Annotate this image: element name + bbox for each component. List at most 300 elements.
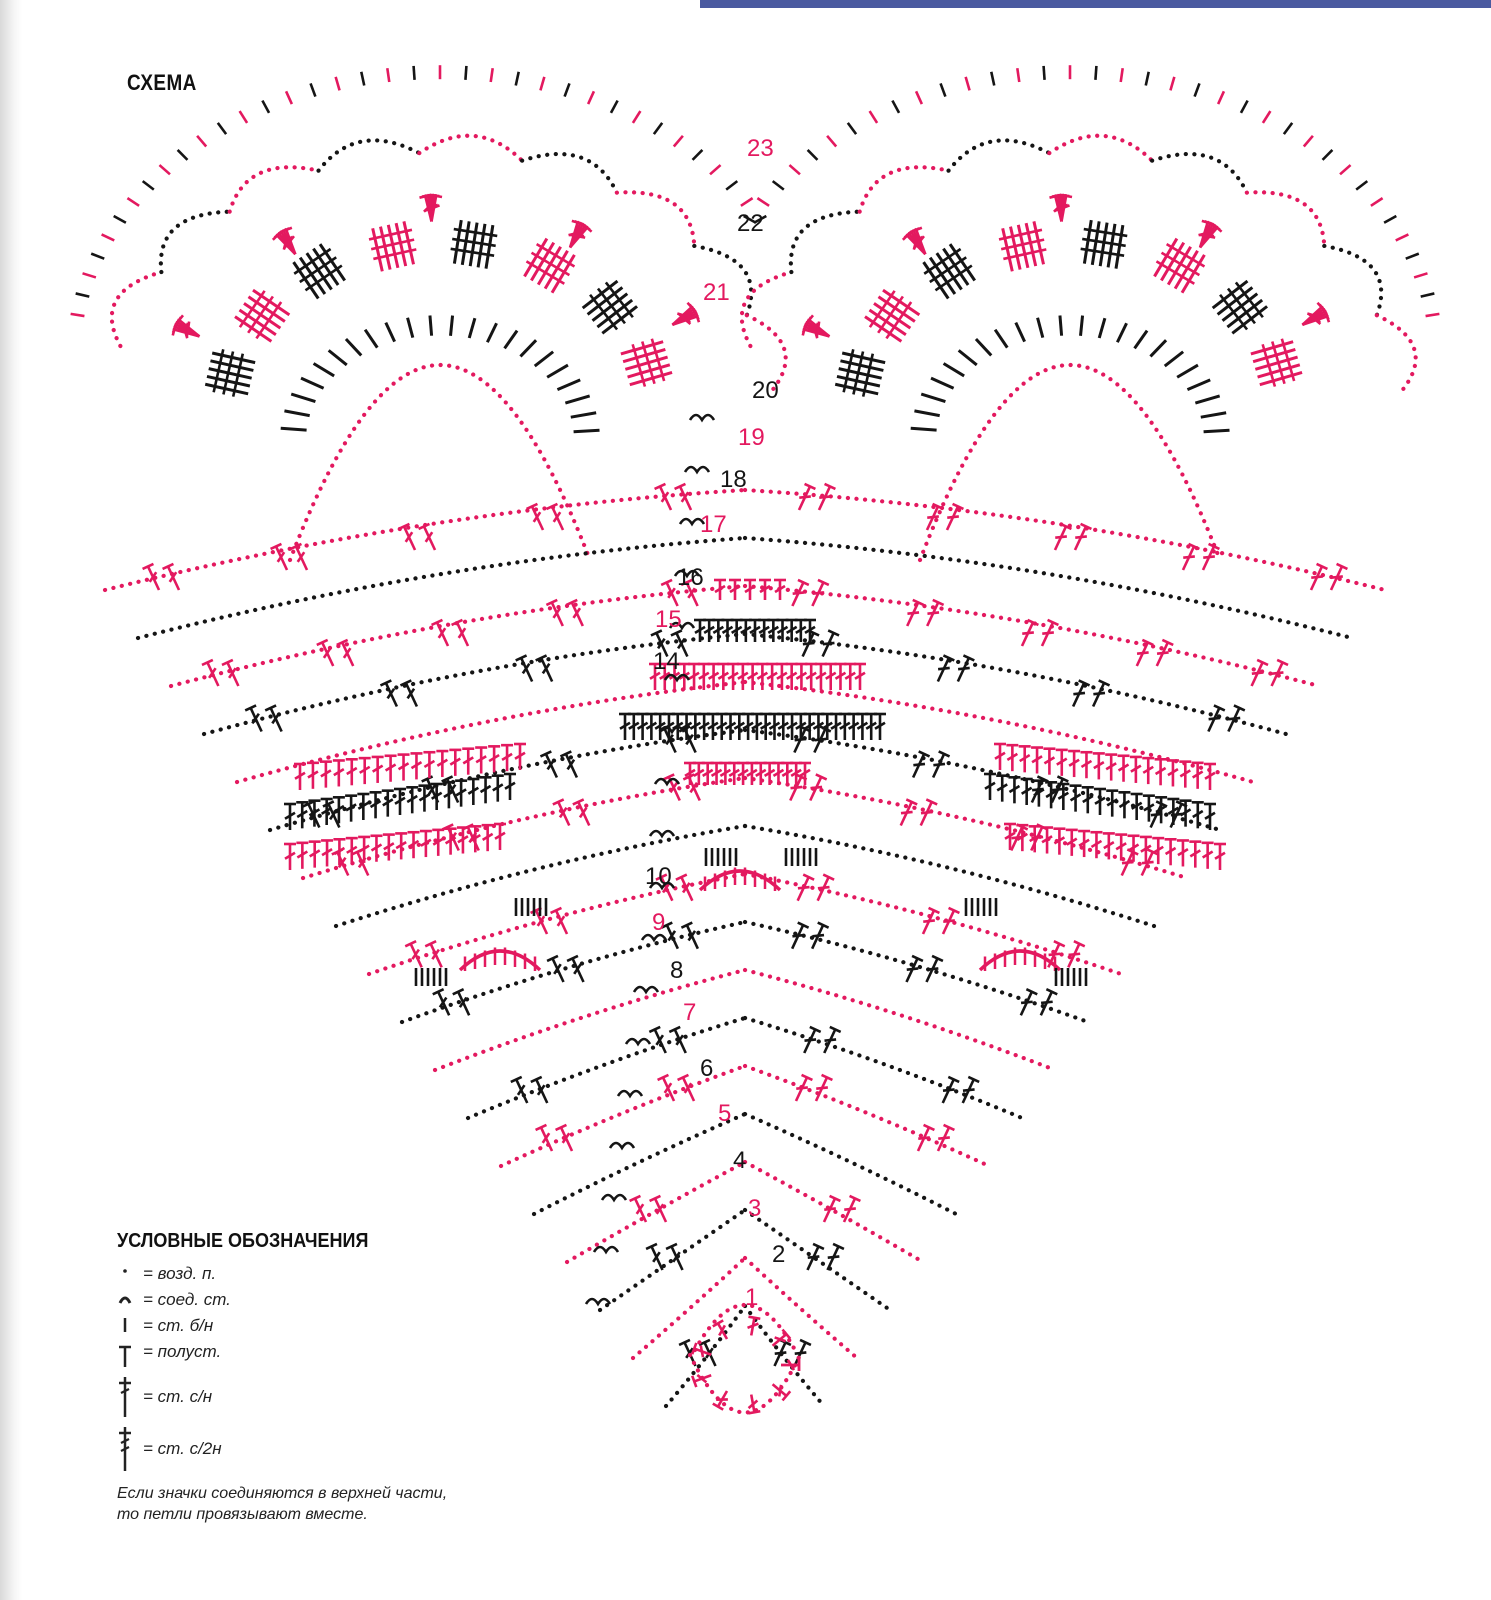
- stitch-symbol: [405, 941, 427, 970]
- slip-stitch-join: [634, 987, 658, 992]
- row-number-6: 6: [700, 1055, 714, 1082]
- row-number-10: 10: [645, 863, 672, 890]
- edge-picot: [127, 198, 139, 206]
- single-crochet-icon: [117, 1313, 141, 1339]
- edge-picot: [633, 111, 641, 123]
- edge-picot: [491, 68, 493, 82]
- stitch-symbol: [681, 923, 703, 952]
- edge-picot: [114, 216, 126, 223]
- stitch-symbol: [1019, 746, 1031, 772]
- stitch-symbol: [567, 956, 589, 985]
- stitch-symbol: [1021, 779, 1033, 805]
- stitch-symbol: [436, 751, 448, 777]
- stitch-symbol: [756, 664, 768, 690]
- stitch-symbol: [1031, 748, 1043, 774]
- inner-arc-stitch: [944, 364, 965, 376]
- stitch-symbol: [308, 801, 320, 827]
- stitch-symbol: [678, 1075, 700, 1104]
- stitch-symbol: [1037, 620, 1059, 649]
- inner-arc-stitch: [931, 378, 954, 388]
- edge-picot: [143, 181, 154, 189]
- shell-fan: [460, 951, 540, 970]
- stitch-symbol: [462, 749, 474, 775]
- stitch-symbol: [1078, 831, 1090, 857]
- stitch-symbol: [1029, 826, 1041, 852]
- edge-picot: [1414, 273, 1427, 277]
- row-number-4: 4: [733, 1147, 747, 1174]
- stitch-symbol: [694, 620, 706, 642]
- edge-picot: [1340, 165, 1351, 174]
- lobe-scallop: [1049, 136, 1152, 161]
- double-crochet-icon: [117, 1373, 141, 1425]
- stitch-symbol: [296, 843, 308, 869]
- stitch-symbol: [410, 753, 422, 779]
- body-chain-row: [666, 1306, 745, 1406]
- stitch-symbol: [844, 664, 856, 690]
- body-chain-row: [435, 970, 745, 1070]
- stitch-symbol: [291, 544, 313, 573]
- inner-arc-stitch: [1165, 352, 1183, 366]
- stitch-symbol: [1202, 843, 1214, 869]
- stitch-symbol: [688, 664, 700, 690]
- edge-picot: [336, 77, 340, 90]
- stitch-symbol: [717, 664, 729, 690]
- stitch-block: [619, 336, 674, 391]
- edge-picot: [1195, 83, 1200, 96]
- body-chain-row: [105, 490, 745, 590]
- inner-arc-stitch: [1195, 396, 1219, 403]
- edge-picot: [588, 91, 594, 104]
- stitch-symbol: [370, 836, 382, 862]
- edge-picot: [693, 150, 703, 160]
- stitch-symbol: [531, 1077, 553, 1106]
- edge-picot: [178, 150, 188, 160]
- stitch-symbol: [957, 1077, 979, 1106]
- stitch-symbol: [1050, 524, 1072, 553]
- stitch-block: [1209, 276, 1271, 338]
- row-number-22: 22: [737, 210, 764, 237]
- lobe-scallop: [949, 140, 1050, 170]
- body-chain-row: [745, 1306, 824, 1406]
- stitch-symbol: [815, 664, 827, 690]
- stitch-symbol: [812, 875, 834, 904]
- stitch-symbol: [795, 664, 807, 690]
- edge-picot: [1421, 293, 1435, 296]
- stitch-symbol: [755, 763, 767, 785]
- stitch-block: [579, 276, 641, 338]
- stitch-symbol: [284, 844, 296, 870]
- stitch-symbol: [766, 664, 778, 690]
- stitch-symbol: [854, 664, 866, 690]
- edge-picot: [726, 181, 737, 189]
- stitch-symbol: [1152, 838, 1164, 864]
- legend-text-chain: = возд. п.: [143, 1264, 217, 1283]
- inner-arc-stitch: [571, 413, 596, 417]
- legend-row-hdc: [117, 1339, 537, 1373]
- inner-arc-stitch: [291, 394, 315, 401]
- legend-text-dc: = ст. с/н: [143, 1387, 213, 1406]
- stitch-symbol: [222, 660, 244, 689]
- edge-picot: [286, 91, 292, 104]
- stitch-block: [204, 347, 257, 400]
- stitch-symbol: [874, 714, 886, 740]
- stitch-symbol: [1177, 840, 1189, 866]
- stitch-symbol: [1068, 751, 1080, 777]
- stitch-symbol: [488, 746, 500, 772]
- stitch-symbol: [494, 824, 506, 850]
- edge-picot: [1371, 198, 1383, 206]
- edge-picot: [76, 293, 90, 296]
- stitch-symbol: [908, 751, 930, 780]
- inner-arc-stitch: [365, 330, 377, 348]
- inner-arc-stitch: [1187, 380, 1210, 390]
- shell-fan: [700, 871, 780, 890]
- stitch-symbol: [805, 774, 827, 803]
- inner-arc-stitch: [505, 331, 518, 349]
- edge-picot: [311, 83, 316, 96]
- inner-arc-stitch: [535, 352, 553, 366]
- body-chain-row: [600, 1210, 745, 1310]
- lobe-scallop: [161, 212, 230, 272]
- stitch-symbol: [540, 751, 562, 780]
- stitch-symbol: [514, 744, 526, 770]
- edge-picot: [870, 111, 878, 123]
- stitch-symbol: [932, 655, 954, 684]
- stitch-symbol: [573, 799, 595, 828]
- lobe-scallop: [1377, 315, 1416, 394]
- lobe-scallop: [230, 167, 319, 211]
- slip-stitch-join: [594, 1247, 618, 1252]
- stitch-symbol: [395, 833, 407, 859]
- edge-picot: [1170, 77, 1174, 90]
- inner-arc-stitch: [314, 364, 335, 376]
- body-chain-row: [138, 538, 745, 638]
- row-number-8: 8: [670, 957, 684, 984]
- inner-arc-stitch: [914, 411, 939, 416]
- stitch-symbol: [744, 580, 756, 600]
- edge-picot: [789, 165, 800, 174]
- chain-stitch-icon: [117, 1261, 141, 1287]
- stitch-symbol: [984, 774, 996, 800]
- stitch-symbol: [1214, 844, 1226, 870]
- row-number-17: 17: [700, 511, 727, 538]
- stitch-symbol: [1118, 756, 1130, 782]
- edge-picot: [827, 136, 836, 147]
- stitch-block: [1078, 219, 1128, 269]
- half-double-crochet-icon: [117, 1339, 141, 1373]
- stitch-symbol: [794, 484, 816, 513]
- edge-picot: [1095, 66, 1096, 80]
- edge-picot: [1044, 66, 1045, 80]
- stitch-symbol: [309, 842, 321, 868]
- stitch-symbol: [511, 1077, 533, 1106]
- stitch-symbol: [731, 620, 743, 642]
- body-chain-row: [745, 1114, 956, 1214]
- edge-picot: [654, 123, 662, 134]
- stitch-symbol: [834, 664, 846, 690]
- stitch-symbol: [729, 580, 741, 600]
- stitch-symbol: [467, 779, 479, 805]
- stitch-symbol: [684, 763, 696, 785]
- stitch-symbol: [713, 1320, 732, 1342]
- inner-arc-stitch: [1038, 318, 1043, 338]
- edge-picot: [361, 72, 364, 86]
- stitch-symbol: [265, 705, 287, 734]
- edge-picot: [1218, 91, 1224, 104]
- stitch-symbol: [1090, 832, 1102, 858]
- stitch-symbol: [1165, 801, 1187, 830]
- inner-arc-stitch: [346, 339, 361, 355]
- stitch-symbol: [769, 1380, 791, 1401]
- stitch-symbol: [1143, 796, 1155, 822]
- edge-picot: [1396, 234, 1409, 240]
- stitch-symbol: [1106, 791, 1118, 817]
- lobe-scallop: [791, 212, 860, 272]
- stitch-symbol: [655, 484, 677, 513]
- edge-picot: [808, 150, 818, 160]
- lobe-scallop: [522, 154, 617, 193]
- edge-picot: [516, 72, 519, 86]
- body-chain-row: [745, 1018, 1022, 1118]
- stitch-symbol: [996, 776, 1008, 802]
- edge-picot: [414, 66, 415, 80]
- stitch-symbol: [746, 763, 758, 785]
- stitch-symbol: [942, 504, 964, 533]
- stitch-symbol: [1103, 833, 1115, 859]
- lobe-scallop: [860, 167, 949, 211]
- stitch-symbol: [650, 1196, 672, 1225]
- stitch-symbol: [703, 620, 715, 642]
- stitch-symbol: [406, 787, 418, 813]
- stitch-block: [862, 285, 923, 346]
- stitch-symbol: [1189, 842, 1201, 868]
- stitch-symbol: [749, 620, 761, 642]
- edge-picot: [159, 165, 170, 174]
- edge-picot: [773, 181, 784, 189]
- lobe-scallop: [1152, 154, 1247, 193]
- stitch-symbol: [1017, 620, 1039, 649]
- body-chain-row: [633, 1258, 745, 1358]
- row-number-9: 9: [652, 909, 666, 936]
- edge-picot: [757, 198, 769, 206]
- stitch-symbol: [504, 774, 516, 800]
- stitch-symbol: [345, 796, 357, 822]
- legend-row-slip: [117, 1287, 537, 1313]
- start-ring: [695, 1305, 795, 1350]
- body-chain-row: [567, 1162, 745, 1262]
- edge-picot: [1241, 101, 1248, 113]
- body-chain-row: [745, 490, 1385, 590]
- stitch-symbol: [1080, 752, 1092, 778]
- stitch-symbol: [546, 600, 568, 629]
- stitch-symbol: [1070, 524, 1092, 553]
- stitch-symbol: [747, 664, 759, 690]
- row-number-19: 19: [738, 424, 765, 451]
- stitch-symbol: [1105, 755, 1117, 781]
- row-number-20: 20: [752, 377, 779, 404]
- stitch-symbol: [913, 1125, 935, 1154]
- legend-note-line-2: то петли провязывают вместе.: [117, 1506, 368, 1523]
- diagram-title: СХЕМА: [127, 70, 197, 95]
- body-chain-row: [745, 1210, 890, 1310]
- stitch-symbol: [683, 774, 705, 803]
- stitch-symbol: [320, 762, 332, 788]
- stitch-symbol: [163, 564, 185, 593]
- slip-stitch-join: [685, 467, 709, 472]
- row-number-3: 3: [748, 1195, 762, 1222]
- stitch-block: [289, 241, 350, 302]
- stitch-symbol: [807, 580, 829, 609]
- stitch-symbol: [1151, 640, 1173, 669]
- stitch-symbol: [727, 664, 739, 690]
- row-number-21: 21: [703, 279, 730, 306]
- inner-arc-stitch: [1081, 316, 1083, 336]
- edge-picot: [1121, 68, 1123, 82]
- stitch-symbol: [1094, 789, 1106, 815]
- edge-picot: [916, 91, 922, 104]
- edge-picot: [1146, 72, 1149, 86]
- legend-text-hdc: = полуст.: [143, 1342, 222, 1361]
- legend-row-dc: [117, 1373, 537, 1425]
- inner-arc-stitch: [547, 365, 568, 377]
- stitch-symbol: [420, 831, 432, 857]
- inner-arc-stitch: [520, 340, 536, 356]
- stitch-symbol: [1118, 792, 1130, 818]
- stitch-symbol: [1070, 786, 1082, 812]
- stitch-symbol: [333, 760, 345, 786]
- lobe-inner-chain: [920, 365, 1220, 560]
- legend: [117, 1230, 537, 1525]
- stitch-symbol: [425, 941, 447, 970]
- stitch-symbol: [357, 794, 369, 820]
- stitch-symbol: [901, 956, 923, 985]
- edge-picot: [991, 72, 994, 86]
- stitch-symbol: [1088, 680, 1110, 709]
- edge-picot: [741, 198, 753, 206]
- stitch-block: [1249, 336, 1304, 391]
- inner-arc-stitch: [1117, 323, 1126, 342]
- stitch-block: [448, 219, 498, 269]
- lobe-scallop: [419, 136, 522, 161]
- stitch-symbol: [915, 799, 937, 828]
- stitch-symbol: [759, 580, 771, 600]
- stitch-symbol: [1198, 544, 1220, 573]
- stitch-symbol: [382, 791, 394, 817]
- edge-picot: [1284, 123, 1292, 134]
- stitch-symbol: [423, 752, 435, 778]
- inner-arc-stitch: [487, 323, 496, 342]
- slip-stitch-icon: [117, 1287, 141, 1313]
- edge-picot: [1323, 150, 1333, 160]
- edge-picot: [1384, 216, 1396, 223]
- stitch-symbol: [1043, 749, 1055, 775]
- stitch-symbol: [1203, 705, 1225, 734]
- inner-arc-stitch: [1201, 413, 1226, 417]
- stitch-symbol: [646, 1244, 668, 1273]
- stitch-symbol: [1066, 830, 1078, 856]
- stitch-symbol: [551, 908, 573, 937]
- stitch-symbol: [385, 756, 397, 782]
- lobe-scallop: [1247, 192, 1324, 246]
- stitch-symbol: [553, 799, 575, 828]
- stitch-symbol: [452, 620, 474, 649]
- inner-arc-stitch: [1016, 323, 1025, 342]
- stitch-symbol: [547, 504, 569, 533]
- lobe-scallop: [1324, 246, 1381, 315]
- stitch-symbol: [1142, 758, 1154, 784]
- row-number-1: 1: [745, 1284, 759, 1311]
- edge-picot: [1406, 254, 1419, 259]
- slip-stitch-join: [618, 1091, 642, 1096]
- stitch-symbol: [774, 580, 786, 600]
- stitch-symbol: [1093, 753, 1105, 779]
- row-number-16: 16: [677, 564, 704, 591]
- slip-stitch-join: [650, 831, 674, 836]
- stitch-symbol: [307, 763, 319, 789]
- stitch-symbol: [317, 640, 339, 669]
- edge-picot: [611, 101, 618, 113]
- body-chain-row: [745, 538, 1352, 638]
- inner-arc-stitch: [301, 378, 324, 388]
- inner-arc-stitch: [281, 428, 307, 430]
- stitch-symbol: [1006, 745, 1018, 771]
- inner-arc-stitch: [1204, 430, 1230, 432]
- stitch-block: [367, 220, 420, 273]
- stitch-symbol: [556, 1125, 578, 1154]
- stitch-symbol: [817, 630, 839, 659]
- edge-picot: [892, 101, 899, 113]
- stitch-symbol: [822, 1244, 844, 1273]
- stitch-symbol: [952, 655, 974, 684]
- edge-picot: [540, 77, 544, 90]
- legend-row-sc: [117, 1313, 537, 1339]
- stitch-symbol: [1155, 759, 1167, 785]
- stitch-symbol: [722, 620, 734, 642]
- legend-note: [117, 1483, 537, 1525]
- stitch-symbol: [994, 744, 1006, 770]
- inner-arc-stitch: [1135, 331, 1148, 349]
- stitch-block: [919, 241, 980, 302]
- edge-picot: [71, 314, 85, 316]
- inner-arc-stitch: [329, 350, 347, 365]
- legend-text-sc: = ст. б/н: [143, 1316, 214, 1335]
- slip-stitch-join: [602, 1195, 626, 1200]
- legend-row-chain: [117, 1261, 537, 1287]
- legend-note-line-1: Если значки соединяются в верхней части,: [117, 1485, 448, 1502]
- stitch-symbol: [737, 664, 749, 690]
- stitch-symbol: [1326, 564, 1348, 593]
- stitch-symbol: [370, 792, 382, 818]
- edge-picot: [710, 165, 721, 174]
- inner-arc-stitch: [959, 350, 977, 365]
- stitch-symbol: [666, 1244, 688, 1273]
- stitch-symbol: [372, 757, 384, 783]
- stitch-symbol: [482, 825, 494, 851]
- inner-arc-stitch: [408, 318, 413, 338]
- inner-arc-stitch: [386, 323, 395, 342]
- body-chain-row: [745, 970, 1055, 1070]
- stitch-symbol: [819, 1196, 841, 1225]
- stitch-symbol: [1130, 757, 1142, 783]
- legend-row-tr: [117, 1425, 537, 1477]
- stitch-symbol: [453, 989, 475, 1018]
- row-number-23: 23: [747, 135, 774, 162]
- stitch-symbol: [1041, 828, 1053, 854]
- inner-arc-stitch: [1099, 318, 1105, 338]
- stitch-block: [232, 285, 293, 346]
- edge-picot: [218, 123, 226, 134]
- edge-picot: [941, 83, 946, 96]
